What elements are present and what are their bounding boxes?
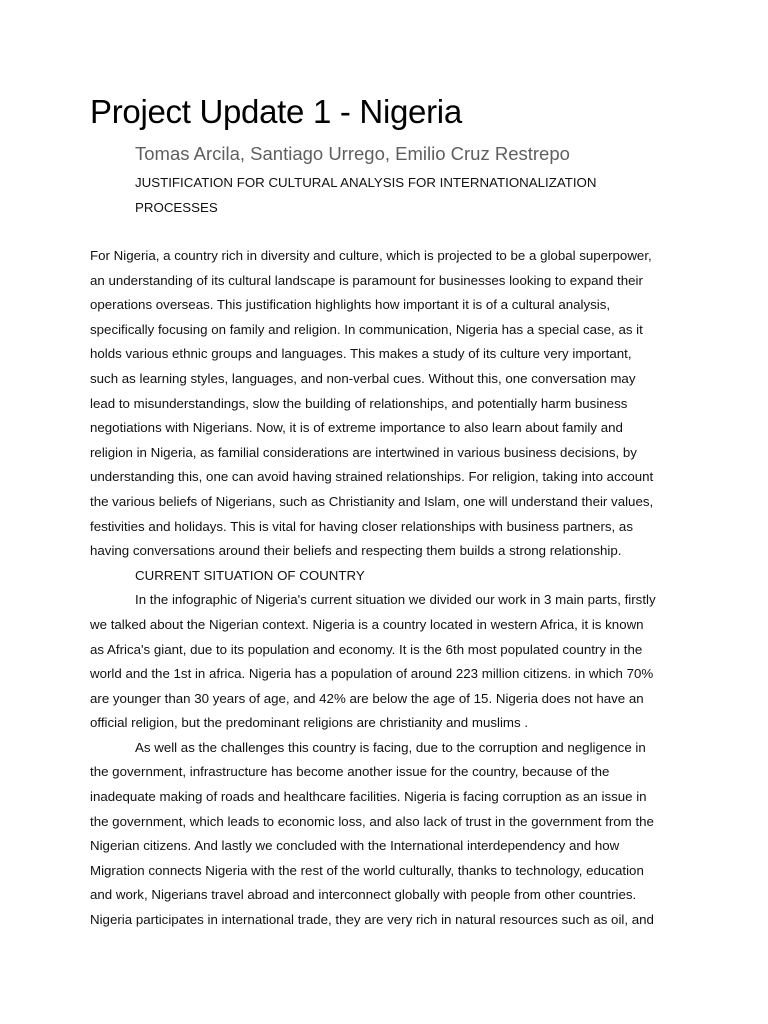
text-line: having conversations around their beliefs and respecting them builds a strong relationship. [90,543,622,559]
text-line: For Nigeria, a country rich in diversity and culture, which is projected to be a global superpower, [90,248,652,263]
text-line: religion in Nigeria, as familial considerations are intertwined in various business decisions, by [90,444,637,460]
paragraph-justification [90,244,680,564]
text-line: specifically focusing on family and religion. In communication, Nigeria has a special case, as it [90,321,643,337]
text-line: as Africa's giant, due to its population and economy. It is the 6th most populated country in the [90,641,643,657]
text-line: are younger than 30 years of age, and 42% are below the age of 15. Nigeria does not have an [90,690,644,706]
text-line: festivities and holidays. This is vital for having closer relationships with business partners, as [90,518,633,534]
document-body [90,244,680,933]
paragraph-nigerian-context [90,588,680,736]
text-line: an understanding of its cultural landscape is paramount for businesses looking to expand their [90,272,643,288]
text-line: lead to misunderstandings, slow the building of relationships, and potentially harm business [90,395,628,411]
text-line: As well as the challenges this country is facing, due to the corruption and negligence in [135,739,646,755]
text-line: Migration connects Nigeria with the rest of the world culturally, thanks to technology, education [90,862,644,878]
paragraph-challenges [90,736,680,933]
text-line: and work, Nigerians travel abroad and interconnect globally with people from other countries. [90,887,637,903]
text-line: holds various ethnic groups and languages. This makes a study of its culture very important, [90,346,632,362]
text-line: understanding this, one can avoid having strained relationships. For religion, taking into account [90,469,654,485]
section-heading-current-situation: CURRENT SITUATION OF COUNTRY [135,567,365,583]
text-line: In the infographic of Nigeria's current situation we divided our work in 3 main parts, firstly [135,592,656,608]
document-title: Project Update 1 - Nigeria [90,93,462,130]
section-heading-justification: JUSTIFICATION FOR CULTURAL ANALYSIS FOR INTERNATIONALIZATION PROCESSES [135,175,597,215]
text-line: the various beliefs of Nigerians, such as Christianity and Islam, one will understand their values, [90,493,654,509]
document-authors: Tomas Arcila, Santiago Urrego, Emilio Cruz Restrepo [135,143,570,164]
text-line: such as learning styles, languages, and non-verbal cues. Without this, one conversation may [90,370,636,386]
text-line: world and the 1st in africa. Nigeria has a population of around 223 million citizens. in which 70% [90,666,654,682]
text-line: Nigeria participates in international trade, they are very rich in natural resources such as oil, and [90,912,654,928]
text-line: inadequate making of roads and healthcare facilities. Nigeria is facing corruption as an issue in [90,789,647,805]
text-line: we talked about the Nigerian context. Nigeria is a country located in western Africa, it is known [90,616,644,632]
text-line: operations overseas. This justification highlights how important it is of a cultural analysis, [90,297,611,313]
text-line: official religion, but the predominant religions are christianity and muslims . [90,715,529,731]
text-line: the government, infrastructure has become another issue for the country, because of the [90,764,610,780]
text-line: Nigerian citizens. And lastly we concluded with the International interdependency and how [90,838,620,854]
text-line: negotiations with Nigerians. Now, it is of extreme importance to also learn about family and [90,420,623,436]
text-line: the government, which leads to economic loss, and also lack of trust in the government from the [90,813,654,829]
